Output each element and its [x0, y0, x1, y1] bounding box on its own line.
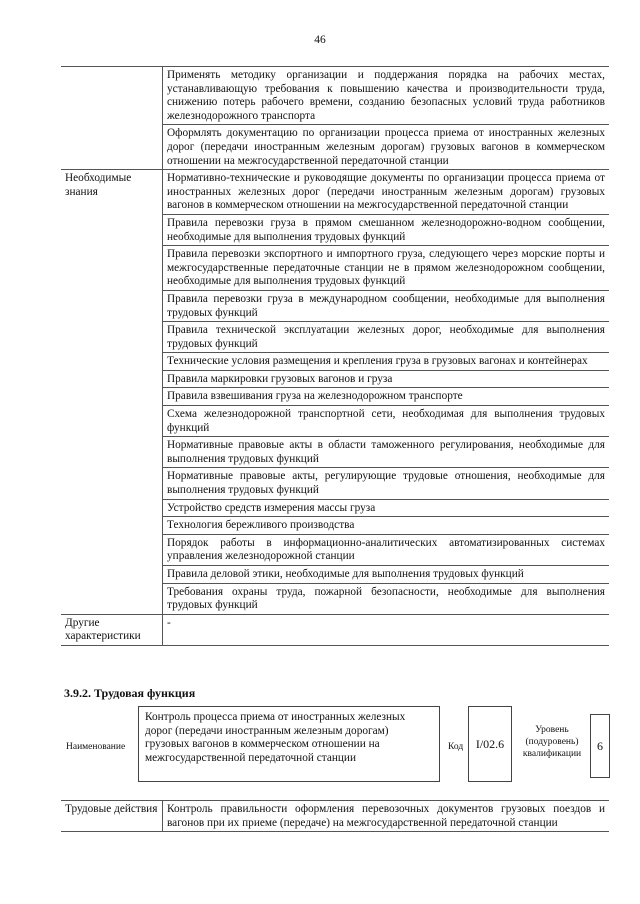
function-name-box: Контроль процесса приема от иностранных железных дорог (передачи иностранным железным дорогам) грузовых вагонов в коммерческом отношении на межгосударственной передаточной станции [138, 706, 440, 782]
row-text: Контроль правильности оформления перевозочных документов грузовых поездов и вагонов при их приеме (передаче) на межгосударственной передаточной станции [163, 801, 610, 832]
table-row [61, 801, 609, 832]
row-text: Правила перевозки груза в международном сообщении, необходимые для выполнения трудовых функций [163, 290, 610, 321]
labor-actions-table [61, 800, 609, 832]
row-text: - [163, 614, 610, 645]
name-label: Наименование [66, 742, 126, 752]
code-label: Код [448, 742, 464, 752]
row-text: Нормативно-технические и руководящие документы по организации процесса приема от иностранных железных дорог (передачи иностранным железным дорогам) грузовых вагонов в коммерческом отношении на межгосударственной передаточной станции [163, 170, 610, 215]
row-text: Правила перевозки экспортного и импортного груза, следующего через морские порты и межгосударственные передаточные станции не в прямом железнодорожном сообщении, необходимые для выполнения трудовых функций [163, 246, 610, 291]
function-code-box: I/02.6 [468, 706, 512, 782]
row-label: Трудовые действия [61, 801, 163, 832]
row-text: Схема железнодорожной транспортной сети, необходимая для выполнения трудовых функций [163, 406, 610, 437]
row-text: Правила взвешивания груза на железнодорожном транспорте [163, 388, 610, 406]
row-text: Правила маркировки грузовых вагонов и груза [163, 370, 610, 388]
row-text: Оформлять документацию по организации процесса приема от иностранных железных дорог (передачи иностранным железным дорогам) грузовых вагонов в коммерческом отношении на межгосударственной передаточной станции [163, 125, 610, 170]
row-text: Технические условия размещения и крепления груза в грузовых вагонах и контейнерах [163, 353, 610, 371]
table-row [61, 614, 609, 645]
table-row [61, 67, 609, 125]
qualification-level-label: Уровень (подуровень) квалификации [522, 725, 582, 759]
requirements-table [61, 66, 609, 646]
qualification-level-box: 6 [590, 714, 610, 778]
row-label: Другие характеристики [61, 614, 163, 645]
row-text: Устройство средств измерения массы груза [163, 499, 610, 517]
row-text: Требования охраны труда, пожарной безопасности, необходимые для выполнения трудовых функций [163, 583, 610, 614]
row-text: Технология бережливого производства [163, 517, 610, 535]
row-text: Порядок работы в информационно-аналитических автоматизированных системах управления железнодорожной станции [163, 534, 610, 565]
table-row [61, 170, 609, 215]
row-label: Необходимые знания [61, 170, 163, 615]
row-text: Нормативные правовые акты в области таможенного регулирования, необходимые для выполнения трудовых функций [163, 437, 610, 468]
page-number: 46 [314, 34, 326, 46]
row-text: Правила технической эксплуатации железных дорог, необходимые для выполнения трудовых функций [163, 322, 610, 353]
row-label [61, 67, 163, 170]
row-text: Применять методику организации и поддержания порядка на рабочих местах, устанавливающую требования к повышению качества и производительности труда, снижению потерь рабочего времени, созданию безопасных условий труда работников железнодорожного транспорта [163, 67, 610, 125]
row-text: Нормативные правовые акты, регулирующие трудовые отношения, необходимые для выполнения трудовых функций [163, 468, 610, 499]
requirements-table-body [61, 67, 609, 646]
row-text: Правила перевозки груза в прямом смешанном железнодорожно-водном сообщении, необходимые для выполнения трудовых функций [163, 214, 610, 245]
section-heading: 3.9.2. Трудовая функция [64, 686, 196, 700]
row-text: Правила деловой этики, необходимые для выполнения трудовых функций [163, 566, 610, 584]
